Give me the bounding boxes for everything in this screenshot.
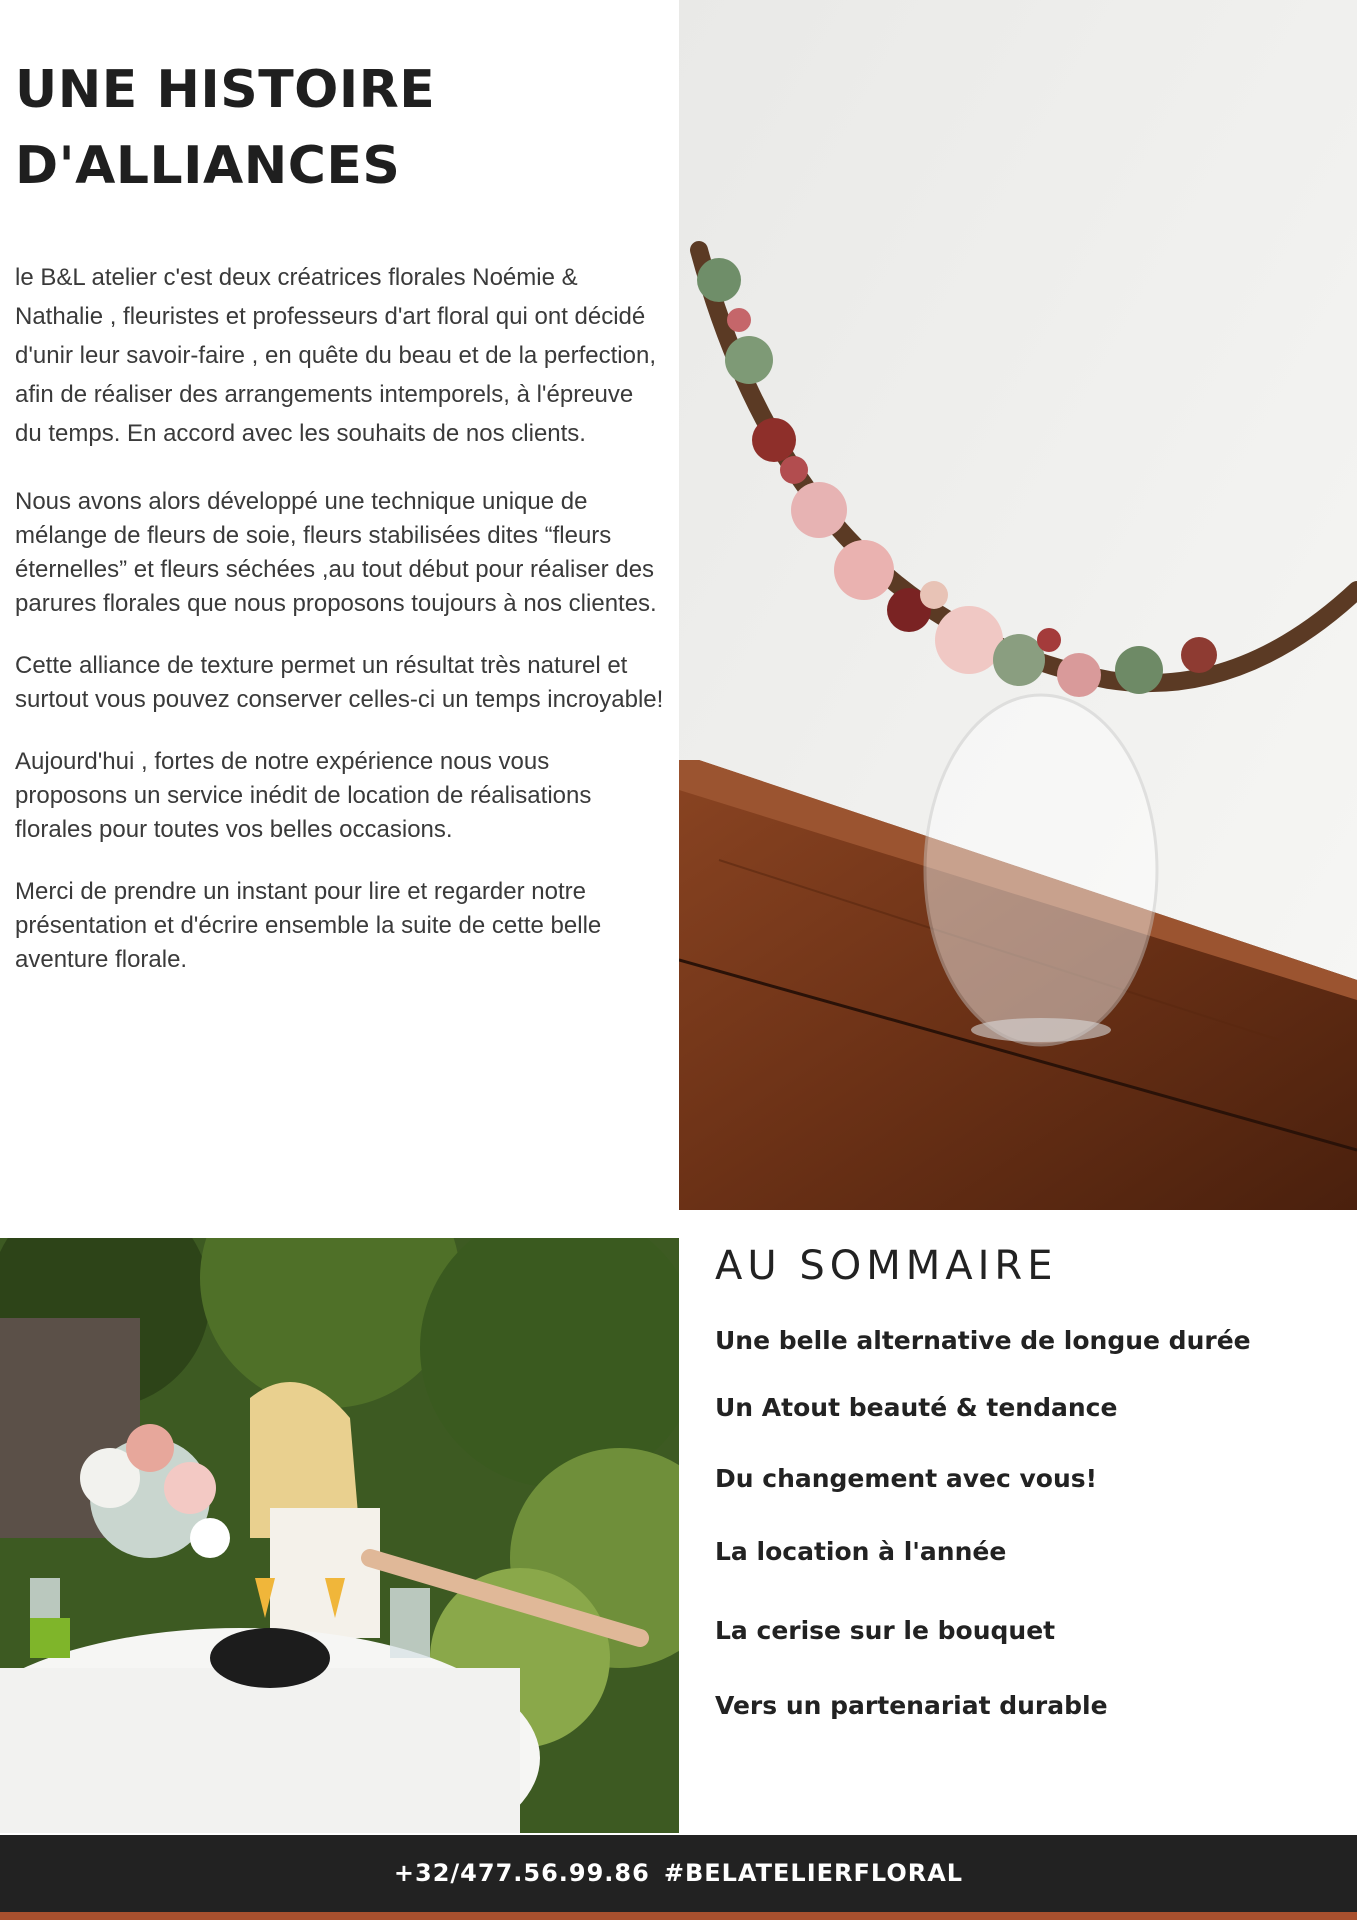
toc-item-1: Une belle alternative de longue durée	[715, 1326, 1251, 1355]
intro-paragraph-3: Cette alliance de texture permet un résultat très naturel et surtout vous pouvez conserver celles-ci un temps incroyable!	[15, 652, 664, 713]
footer-bar	[0, 1835, 1357, 1920]
event-table-bouquet-photo	[0, 1238, 679, 1833]
floral-arch-vase-illustration	[679, 0, 1357, 1210]
toc-item-6: Vers un partenariat durable	[715, 1691, 1108, 1720]
title-line-2: D'ALLIANCES	[15, 136, 401, 196]
intro-paragraph-2: Nous avons alors développé une technique unique de mélange de fleurs de soie, fleurs stabilisées dites “fleurs éternelles” et fleurs séchées ,au tout début pour réaliser des parures florales que nous proposons toujours à nos clientes.	[15, 488, 657, 617]
toc-heading: AU SOMMAIRE	[715, 1243, 1058, 1289]
floral-arch-vase-photo	[679, 0, 1357, 1210]
intro-paragraph-1: le B&L atelier c'est deux créatrices florales Noémie & Nathalie , fleuristes et professeurs d'art floral qui ont décidé d'unir leur savoir-faire , en quête du beau et de la perfection, afin de réaliser des arrangements intemporels, à l'épreuve du temps. En accord avec les souhaits de nos clients.	[15, 264, 656, 447]
toc-item-2: Un Atout beauté & tendance	[715, 1393, 1118, 1422]
title-line-1: UNE HISTOIRE	[15, 60, 436, 120]
toc-item-4: La location à l'année	[715, 1537, 1007, 1566]
intro-paragraph-5: Merci de prendre un instant pour lire et regarder notre présentation et d'écrire ensemble la suite de cette belle aventure florale.	[15, 878, 602, 973]
footer-hashtag: #BELATELIERFLORAL	[663, 1859, 964, 1887]
footer-phone: +32/477.56.99.86	[393, 1859, 650, 1887]
event-table-illustration	[0, 1238, 679, 1833]
footer-photo-strip	[0, 1912, 1357, 1920]
intro-paragraph-4: Aujourd'hui , fortes de notre expérience nous vous proposons un service inédit de location de réalisations florales pour toutes vos belles occasions.	[15, 748, 592, 843]
page-title	[15, 52, 655, 204]
toc-item-5: La cerise sur le bouquet	[715, 1616, 1056, 1645]
toc-item-3: Du changement avec vous!	[715, 1464, 1098, 1493]
intro-text	[15, 258, 665, 1005]
